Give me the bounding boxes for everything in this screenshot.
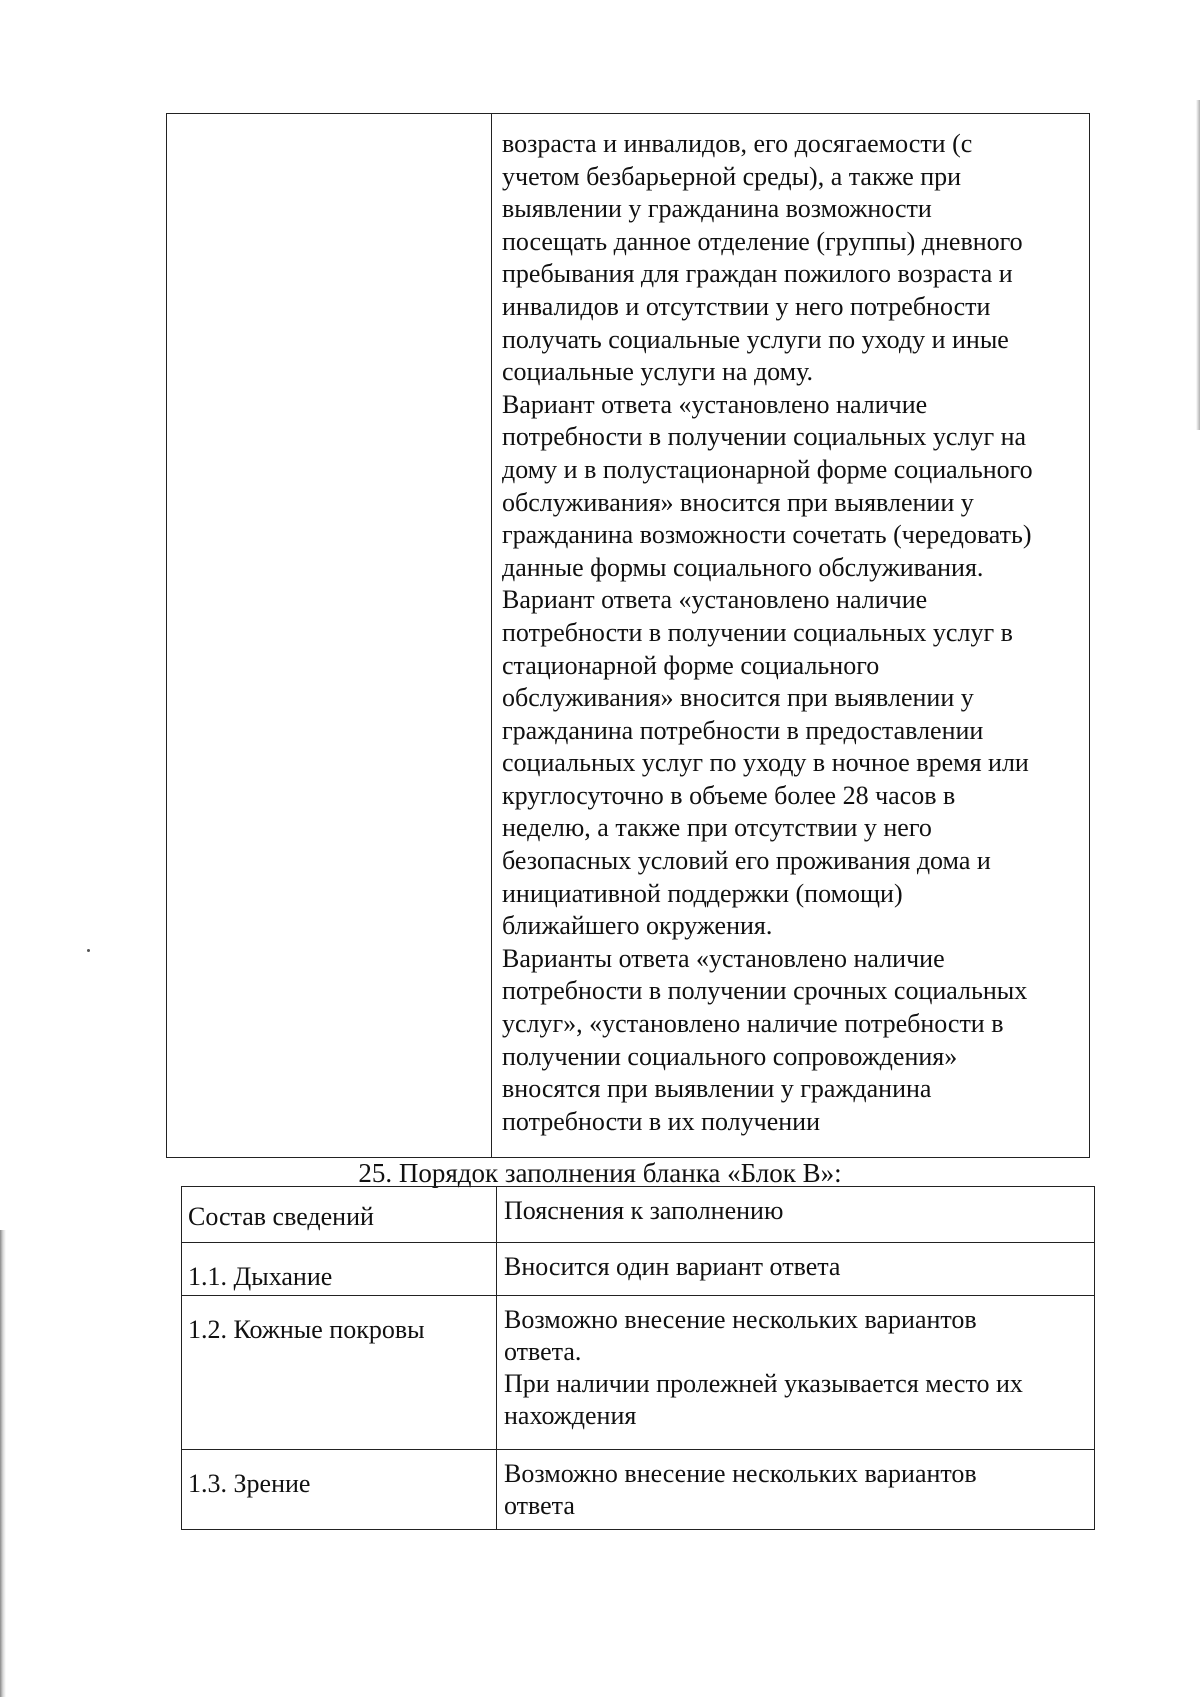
text-line: неделю, а также при отсутствии у него [502, 813, 932, 843]
text-line: потребности в получении социальных услуг в [502, 617, 1013, 647]
text-line: стационарной форме социального [502, 650, 880, 680]
table-row [182, 1242, 1094, 1295]
text-line: Варианты ответа «установлено наличие [502, 943, 945, 973]
text-line: гражданина потребности в предоставлении [502, 715, 984, 745]
text-line: гражданина возможности сочетать (чередовать) [502, 520, 1032, 550]
text-line: обслуживания» вносится при выявлении у [502, 487, 974, 517]
text-line: социальные услуги на дому. [502, 357, 814, 387]
table-row [182, 1449, 1094, 1529]
text-line: При наличии пролежней указывается место их [504, 1369, 1023, 1398]
text-line: потребности в их получении [502, 1106, 820, 1136]
row-label: 1.3. Зрение [182, 1450, 497, 1529]
text-line: Вносится один вариант ответа [504, 1252, 841, 1281]
continuation-table-left-cell [167, 114, 492, 1157]
table-header-row [182, 1187, 1094, 1242]
text-line: круглосуточно в объеме более 28 часов в [502, 780, 956, 810]
section-heading: 25. Порядок заполнения бланка «Блок В»: [358, 1158, 842, 1188]
text-line: получать социальные услуги по уходу и иные [502, 324, 1009, 354]
text-line: обслуживания» вносится при выявлении у [502, 683, 974, 713]
text-line: Возможно внесение нескольких вариантов [504, 1305, 977, 1334]
continuation-table [166, 113, 1090, 1158]
row-explanation [497, 1243, 1094, 1295]
text-line: дому и в полустационарной форме социального [502, 454, 1033, 484]
text-line: выявлении у гражданина возможности [502, 194, 932, 224]
text-line: ответа [504, 1491, 575, 1520]
text-line: потребности в получении социальных услуг на [502, 422, 1027, 452]
text-line: социальных услуг по уходу в ночное время или [502, 748, 1029, 778]
scan-shadow-left [0, 1230, 6, 1697]
text-line: возраста и инвалидов, его досягаемости (с [502, 129, 973, 158]
text-line: данные формы социального обслуживания. [502, 552, 984, 582]
row-label: 1.2. Кожные покровы [182, 1296, 497, 1449]
block-b-table [181, 1186, 1095, 1530]
text-line: ближайшего окружения. [502, 911, 773, 941]
text-line: потребности в получении срочных социальных [502, 976, 1028, 1006]
text-line: получении социального сопровождения» [502, 1041, 958, 1071]
scan-shadow-right [1196, 100, 1200, 430]
scan-speck [87, 949, 90, 952]
text-line: нахождения [504, 1401, 637, 1430]
text-line: Вариант ответа «установлено наличие [502, 585, 928, 615]
text-line: пребывания для граждан пожилого возраста и [502, 259, 1013, 289]
text-line: ответа. [504, 1337, 582, 1366]
text-line: учетом безбарьерной среды), а также при [502, 161, 962, 191]
text-line: Вариант ответа «установлено наличие [502, 389, 928, 419]
text-line: вносятся при выявлении у гражданина [502, 1074, 932, 1104]
text-line: безопасных условий его проживания дома и [502, 846, 991, 876]
text-line: посещать данное отделение (группы) дневного [502, 226, 1023, 256]
text-line: инициативной поддержки (помощи) [502, 878, 903, 908]
header-cell-composition: Состав сведений [182, 1187, 497, 1242]
table-row [182, 1295, 1094, 1449]
row-explanation [497, 1450, 1094, 1529]
text-line: инвалидов и отсутствии у него потребности [502, 291, 991, 321]
continuation-text [502, 128, 1079, 1138]
text-line: услуг», «установлено наличие потребности в [502, 1009, 1004, 1039]
text-line: Возможно внесение нескольких вариантов [504, 1459, 977, 1488]
header-cell-explanations: Пояснения к заполнению [504, 1196, 784, 1225]
row-explanation [497, 1296, 1094, 1449]
row-label: 1.1. Дыхание [182, 1243, 497, 1295]
continuation-table-right-cell [492, 114, 1089, 1157]
